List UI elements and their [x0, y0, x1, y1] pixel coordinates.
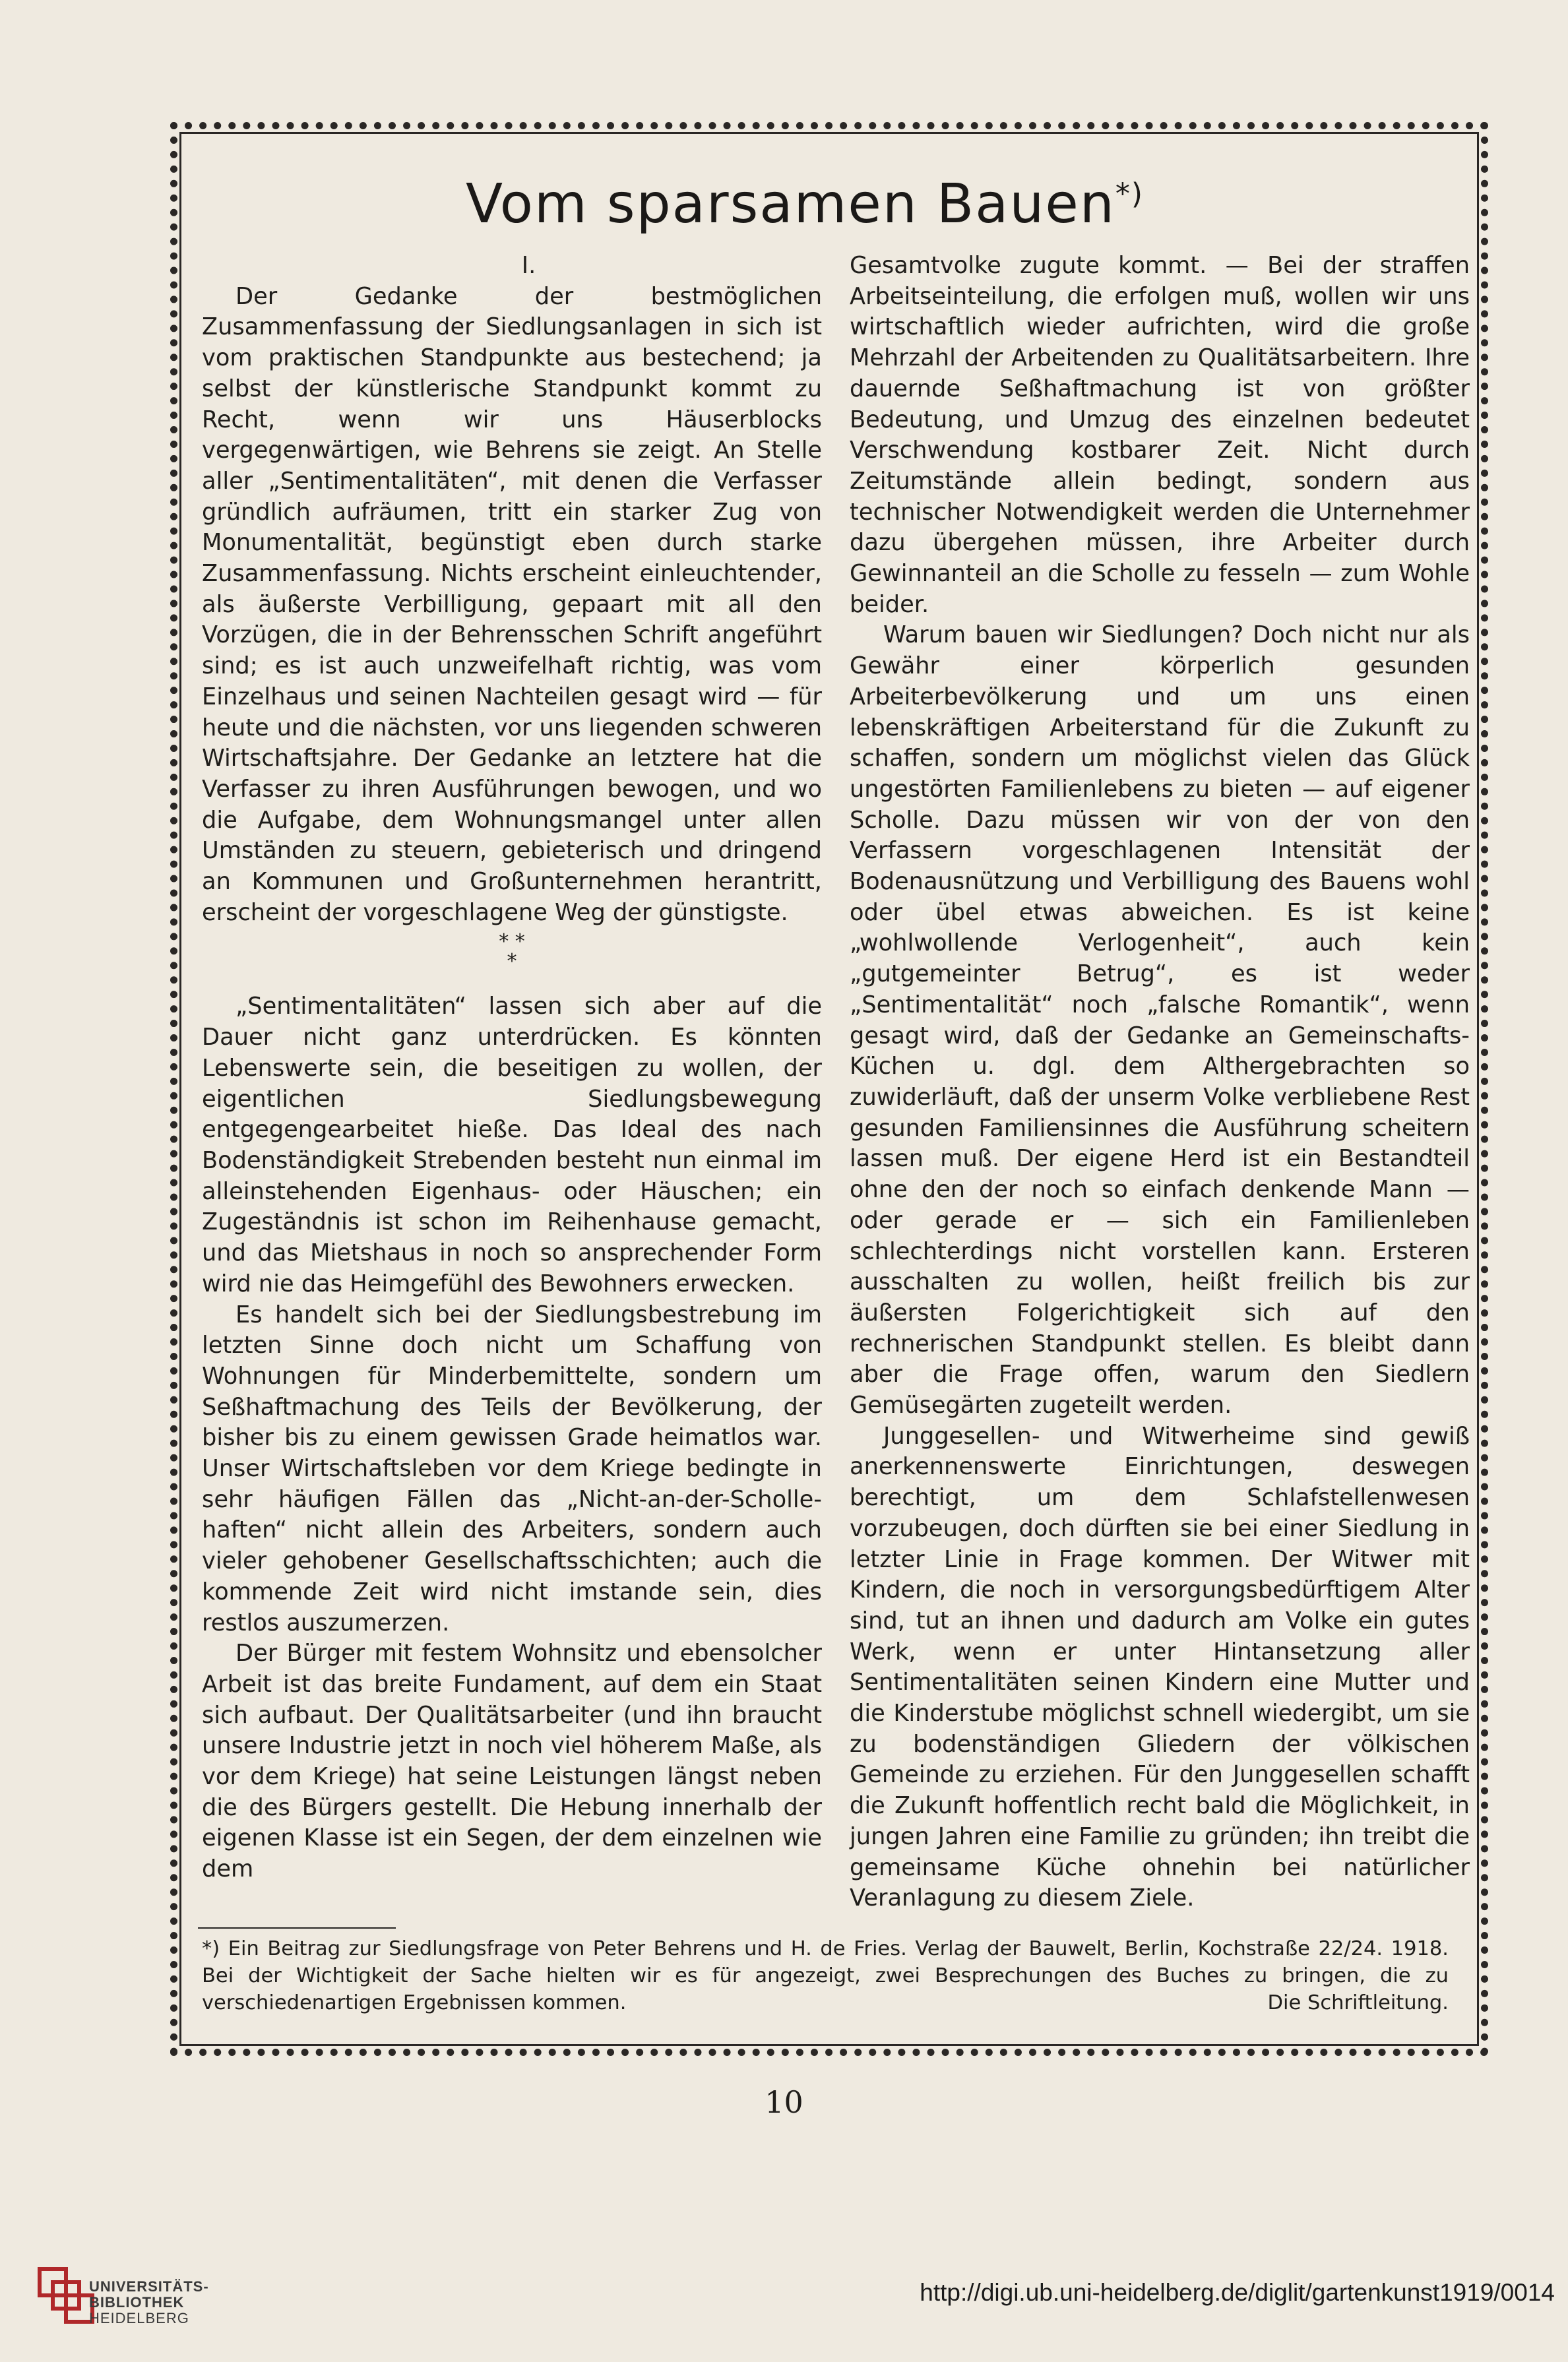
paragraph: Es handelt sich bei der Siedlungsbestrebung im letzten Sinne doch nicht um Schaffung von Wohnungen für Minderbemittelte, sondern um Seßhaftmachung des Teils der Bevölkerung, der bisher bis zu einem gewissen Grade heimatlos war. Unser Wirtschaftsleben vor dem Kriege bedingte in sehr häufigen Fällen das „Nicht-an-der-Scholle-haften“ nicht allein des Arbeiters, sondern auch vieler gehobener Gesellschaftsschichten; auch die kommende Zeit wird nicht imstande sein, dies restlos auszumerzen.	[202, 1301, 822, 1636]
library-name	[89, 2279, 209, 2326]
library-line-2: BIBLIOTHEK	[89, 2294, 185, 2311]
footnote	[202, 1935, 1449, 2016]
footnote-rule	[198, 1927, 396, 1929]
paragraph: Junggesellen- und Witwerheime sind gewiß anerkennenswerte Einrichtungen, deswegen berechtigt, um dem Schlafstellenwesen vorzubeugen, doch dürften sie bei einer Siedlung in letzter Linie in Frage kommen. Der Witwer mit Kindern, die noch in versorgungsbedürftigem Alter sind, tut an ihnen und dadurch am Volke ein gutes Werk, wenn er unter Hintansetzung aller Sentimentalitäten seinen Kindern eine Mutter und die Kinderstube möglichst schnell wiedergibt, um sie zu bodenständigen Gliedern der völkischen Gemeinde zu erziehen. Für den Junggesellen schafft die Zukunft hoffentlich recht bald die Möglichkeit, in jungen Jahren eine Familie zu gründen; ihn treibt die gemeinsame Küche ohnehin bei natürlicher Veranlagung zu diesem Ziele.	[850, 1422, 1470, 1912]
footnote-signature: Die Schriftleitung.	[1267, 1991, 1449, 2014]
paragraph: Der Bürger mit festem Wohnsitz und ebensolcher Arbeit ist das breite Fundament, auf dem ein Staat sich aufbaut. Der Qualitätsarbeiter (und ihn braucht unsere Industrie jetzt in noch viel höherem Maße, als vor dem Kriege) hat seine Leistungen längst neben die des Bürgers gestellt. Die Hebung innerhalb der eigenen Klasse ist ein Segen, der dem einzelnen wie dem	[202, 1640, 822, 1883]
article-title	[198, 173, 1412, 235]
paragraph: Der Gedanke der bestmöglichen Zusammenfassung der Siedlungsanlagen in sich ist vom praktischen Standpunkte aus bestechend; ja selbst der künstlerische Standpunkt kommt zu Recht, wenn wir uns Häuserblocks vergegenwärtigen, wie Behrens sie zeigt. An Stelle aller „Sentimentalitäten“, mit denen die Verfasser gründlich aufräumen, tritt ein starker Zug von Monumentalität, begünstigt eben durch starke Zusammenfassung. Nichts erscheint einleuchtender, als äußerste Verbilligung, gepaart mit all den Vorzügen, die in der Behrensschen Schrift angeführt sind; es ist auch unzweifelhaft richtig, was vom Einzelhaus und seinen Nachteilen gesagt wird — für heute und die nächsten, vor uns liegenden schweren Wirtschaftsjahre. Der Gedanke an letztere hat die Verfasser zu ihren Ausführungen bewogen, und wo die Aufgabe, dem Wohnungsmangel unter allen Umständen zu steuern, gebieterisch und dringend an Kommunen und Großunternehmen herantritt, erscheint der vorgeschlagene Weg der günstigste.	[202, 282, 822, 926]
asterisks-top: * *	[499, 930, 525, 954]
left-column	[202, 251, 822, 1885]
paragraph: Gesamtvolke zugute kommt. — Bei der straffen Arbeitseinteilung, die erfolgen muß, wollen wir uns wirtschaftlich wieder aufrichten, wird die große Mehrzahl der Arbeitenden zu Qualitätsarbeitern. Ihre dauernde Seßhaftmachung ist von größter Bedeutung, und Umzug des einzelnen bedeutet Verschwendung kostbarer Zeit. Nicht durch Zeitumstände allein bedingt, sondern aus technischer Notwendigkeit werden die Unternehmer dazu übergehen müssen, ihre Arbeiter durch Gewinnanteil an die Scholle zu fesseln — zum Wohle beider.	[850, 252, 1470, 618]
library-line-1: UNIVERSITÄTS-	[89, 2278, 209, 2295]
footnote-text: *) Ein Beitrag zur Siedlungsfrage von Peter Behrens und H. de Fries. Verlag der Bauwelt, Berlin, Kochstraße 22/24. 1918. Bei der Wichtigkeit der Sache hielten wir es für angezeigt, zwei Besprechungen des Buches zu bringen, die zu verschiedenartigen Ergebnissen kommen.	[202, 1937, 1449, 2014]
right-column	[850, 251, 1470, 1914]
footnote-marker: *)	[1115, 177, 1144, 211]
paragraph: Warum bauen wir Siedlungen? Doch nicht nur als Gewähr einer körperlich gesunden Arbeiterbevölkerung und um uns einen lebenskräftigen Arbeiterstand für die Zukunft zu schaffen, sondern um möglichst vielen das Glück ungestörten Familienlebens zu bieten — auf eigener Scholle. Dazu müssen wir von der von den Verfassern vorgeschlagenen Intensität der Bodenausnützung und Verbilligung des Bauens wohl oder übel etwas abweichen. Es ist keine „wohlwollende Verlogenheit“, auch kein „gutgemeinter Betrug“, es ist weder „Sentimentalität“ noch „falsche Romantik“, wenn gesagt wird, daß der Gedanke an Gemeinschafts-Küchen u. dgl. dem Althergebrachten so zuwiderläuft, daß der unserm Volke verbliebene Rest gesunden Familiensinnes die Ausführung scheitern lassen muß. Der eigene Herd ist ein Bestandteil ohne den der noch so einfach denkende Mann — oder gerade er — sich ein Familienleben schlechterdings nicht vorstellen kann. Ersteren ausschalten zu wollen, heißt freilich bis zur äußersten Folgerichtigkeit sich auf den rechnerischen Standpunkt stellen. Es bleibt dann aber die Frage offen, warum den Siedlern Gemüsegärten zugeteilt werden.	[850, 621, 1470, 1419]
library-line-3: HEIDELBERG	[89, 2310, 189, 2326]
article-title-text: Vom sparsamen Bauen	[466, 173, 1115, 235]
source-url[interactable]: http://digi.ub.uni-heidelberg.de/diglit/gartenkunst1919/0014	[920, 2279, 1555, 2306]
paragraph: „Sentimentalitäten“ lassen sich aber auf die Dauer nicht ganz unterdrücken. Es könnten Lebenswerte sein, die beseitigen zu wollen, der eigentlichen Siedlungsbewegung entgegengearbeitet hieße. Das Ideal des nach Bodenständigkeit Strebenden besteht nun einmal im alleinstehenden Eigenhaus- oder Häuschen; ein Zugeständnis ist schon im Reihenhause gemacht, und das Mietshaus in noch so ansprechender Form wird nie das Heimgefühl des Bewohners erwecken.	[202, 993, 822, 1297]
section-number: I.	[521, 252, 536, 279]
section-divider-asterisks	[202, 932, 822, 972]
asterisks-bottom: *	[507, 950, 517, 974]
page-number: 10	[765, 2084, 803, 2120]
